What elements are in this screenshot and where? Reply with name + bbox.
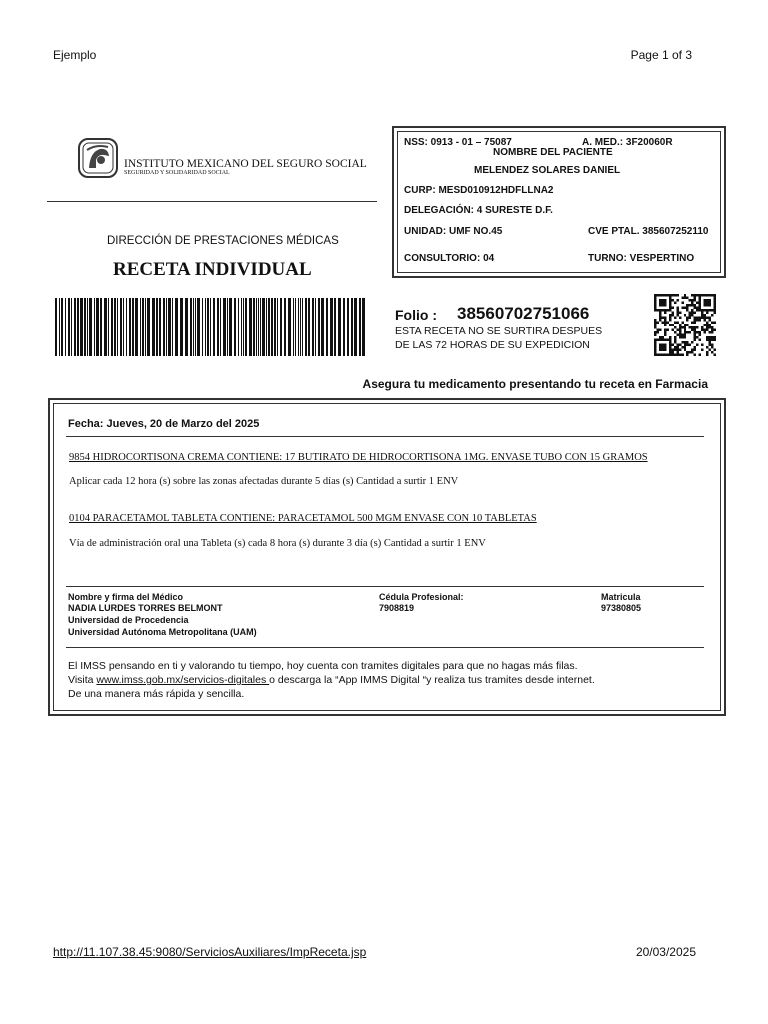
medication-title: 0104 PARACETAMOL TABLETA CONTIENE: PARACETAMOL 500 MGM ENVASE CON 10 TABLETAS [69,513,537,524]
patient-name: MELENDEZ SOLARES DANIEL [474,165,621,176]
folio-note-line1: ESTA RECETA NO SE SURTIRA DESPUES [395,325,603,337]
patient-curp: CURP: MESD010912HDFLLNA2 [404,185,554,196]
prescription-date: Fecha: Jueves, 20 de Marzo del 2025 [68,418,260,430]
folio-label: Folio : [395,307,437,323]
digital-services-link[interactable]: www.imss.gob.mx/servicios-digitales [96,674,270,686]
cedula-value: 7908819 [379,603,415,613]
barcode-icon [55,298,367,356]
prescription-box [48,398,726,716]
patient-turno: TURNO: VESPERTINO [588,253,695,264]
doctor-name: NADIA LURDES TORRES BELMONT [68,603,223,613]
doctor-origin: Universidad Autónoma Metropolitana (UAM) [68,627,257,637]
matricula-value: 97380805 [601,603,642,613]
cedula-label: Cédula Profesional: [379,592,464,602]
matricula-label: Matricula [601,592,641,602]
qr-code-icon [654,294,716,356]
doctor-origin-label: Universidad de Procedencia [68,615,189,625]
medication-instructions: Aplicar cada 12 hora (s) sobre las zonas afectadas durante 5 días (s) Cantidad a surtir 1 ENV [69,476,459,487]
folio-number: 38560702751066 [457,304,590,323]
institution-tagline: SEGURIDAD Y SOLIDARIDAD SOCIAL [124,170,230,176]
page-number: Page 1 of 3 [630,48,692,62]
footer-date: 20/03/2025 [635,945,696,959]
footer-url-link[interactable]: http://11.107.38.45:9080/ServiciosAuxiliares/ImpReceta.jsp [53,945,367,959]
doctor-name-label: Nombre y firma del Médico [68,592,184,602]
patient-consultorio: CONSULTORIO: 04 [404,253,495,264]
medication-title: 9854 HIDROCORTISONA CREMA CONTIENE: 17 BUTIRATO DE HIDROCORTISONA 1MG. ENVASE TUBO CON 15 GRAMOS [69,452,648,463]
header-divider [47,201,377,202]
page-header-left: Ejemplo [53,48,97,62]
imss-logo-icon [78,138,118,178]
patient-delegacion: DELEGACIÓN: 4 SURESTE D.F. [404,205,553,216]
patient-cve: CVE PTAL. 385607252110 [588,226,709,237]
info-line1: El IMSS pensando en ti y valorando tu tiempo, hoy cuenta con tramites digitales para que no hagas más filas. [68,660,578,672]
direction-title: DIRECCIÓN DE PRESTACIONES MÉDICAS [107,235,339,247]
institution-name: INSTITUTO MEXICANO DEL SEGURO SOCIAL [124,158,367,170]
patient-unidad: UNIDAD: UMF NO.45 [404,226,503,237]
patient-name-label: NOMBRE DEL PACIENTE [493,147,613,158]
pharmacy-notice: Asegura tu medicamento presentando tu receta en Farmacia [362,377,708,391]
patient-amed: A. MED.: 3F20060R [582,137,673,148]
folio-note-line2: DE LAS 72 HORAS DE SU EXPEDICION [395,339,590,351]
patient-nss: NSS: 0913 - 01 – 75087 [404,137,512,148]
document-title: RECETA INDIVIDUAL [113,259,312,280]
info-line2: Visita www.imss.gob.mx/servicios-digitales o descarga la “App IMMS Digital “y realiza tus tramites desde internet. [68,674,595,686]
patient-info-box [392,126,726,278]
medication-instructions: Vía de administración oral una Tableta (s) cada 8 hora (s) durante 3 día (s) Cantidad a surtir 1 ENV [69,538,486,549]
info-line3: De una manera más rápida y sencilla. [68,688,245,700]
